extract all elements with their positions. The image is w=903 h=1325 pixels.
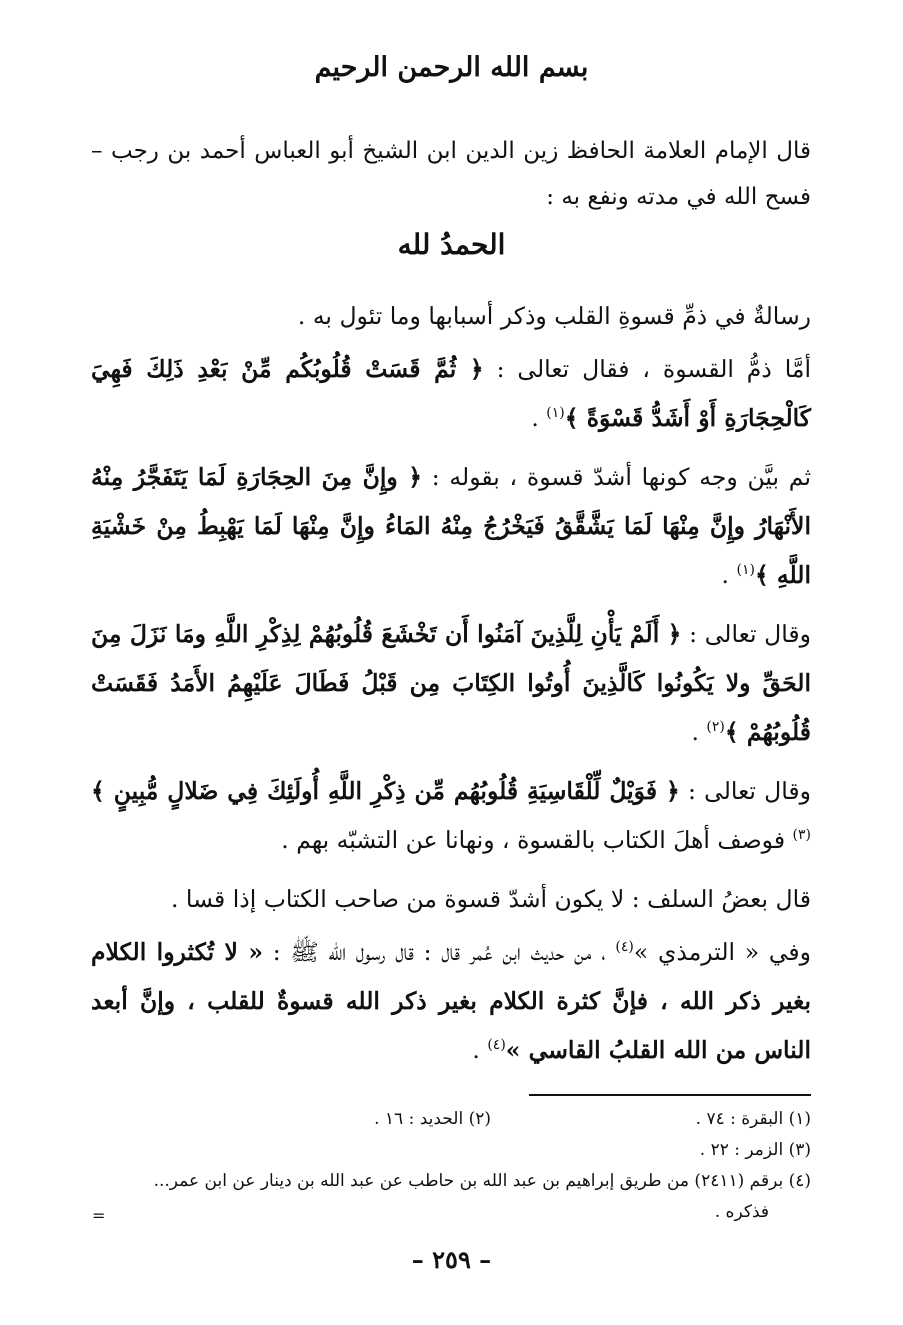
footnote-4: (٤) برقم (٢٤١١) من طريق إبراهيم بن عبد الله بن حاطب عن عبد الله بن دينار عن ابن عمر...: [153, 1171, 811, 1191]
paragraph-5: وقال تعالى : ﴿ فَوَيْلٌ لِّلْقَاسِيَةِ قُلُوبُهُم مِّن ذِكْرِ اللَّهِ أُولَئِكَ فِي ضَلالٍ مُّبِينٍ ﴾$^{(٣)}$ فوصف أهلَ الكتاب بالقسوة ، ونهانا عن التشبّه بهم .: [91, 777, 811, 854]
footnote-ref: (٤): [487, 1037, 506, 1054]
basmala-title: بسم الله الرحمن الرحيم: [314, 52, 589, 83]
quran-verse: ﴿ فَوَيْلٌ لِّلْقَاسِيَةِ قُلُوبُهُم مِّن ذِكْرِ اللَّهِ أُولَئِكَ فِي ضَلالٍ مُّبِينٍ ﴾: [91, 777, 680, 805]
footnote-2: (٢) الحديد : ١٦ .: [374, 1109, 491, 1129]
paragraph-6: قال بعضُ السلف : لا يكون أشدّ قسوة من صاحب الكتاب إذا قسا .: [170, 885, 811, 913]
footnote-divider: [529, 1094, 811, 1096]
paragraph-7: وفي « الترمذي »$^{(٤)}$ ، من حديث ابن عُمر قال : قال رسول الله ﷺ : « لا تُكثروا الكلام بغير ذكر الله ، فإنَّ كثرة الكلام بغير ذكر الله قسوةٌ للقلب ، وإنَّ أبعد الناس من الله القلبُ القاسي »$^{(٤)}$ .: [91, 938, 812, 1064]
footnote-3: (٣) الزمر : ٢٢ .: [699, 1140, 811, 1160]
footnotes: [86, 1104, 811, 1228]
body-text: [91, 292, 811, 1085]
continuation-mark: =: [92, 1206, 106, 1225]
footnote-ref: (٤): [615, 939, 634, 956]
footnote-ref: (١): [546, 405, 565, 422]
paragraph-2: أمَّا ذمُّ القسوة ، فقال تعالى : ﴿ ثُمَّ قَسَتْ قُلُوبُكُم مِّنْ بَعْدِ ذَلِكَ فَهِيَ كَالْحِجَارَةِ أَوْ أَشَدُّ قَسْوَةً ﴾$^{(١)}$ .: [91, 355, 812, 432]
footnote-1: (١) البقرة : ٧٤ .: [695, 1109, 811, 1129]
section-heading: الحمدُ لله: [397, 228, 506, 261]
footnote-ref: (٣): [792, 827, 811, 844]
quran-verse: ﴿ وإِنَّ مِنَ الحِجَارَةِ لَمَا يَتَفَجَّرُ مِنْهُ الأَنْهَارُ وإِنَّ مِنْهَا لَمَا يَشَّقَّقُ فَيَخْرُجُ مِنْهُ المَاءُ وإِنَّ مِنْهَا لَمَا يَهْبِطُ مِنْ خَشْيَةِ اللَّهِ ﴾: [91, 463, 811, 589]
intro-paragraph: قال الإمام العلامة الحافظ زين الدين ابن الشيخ أبو العباس أحمد بن رجب – فسح الله في مدته ونفع به :: [91, 138, 811, 210]
quran-verse: ﴿ أَلَمْ يَأْنِ لِلَّذِينَ آمَنُوا أَن تَخْشَعَ قُلُوبُهُمْ لِذِكْرِ اللَّهِ ومَا نَزَلَ مِنَ الحَقِّ ولا يَكُونُوا كَالَّذِينَ أُوتُوا الكِتَابَ مِن قَبْلُ فَطَالَ عَلَيْهِمُ الأَمَدُ فَقَسَتْ قُلُوبُهُمْ ﴾: [91, 620, 811, 746]
quran-verse: ﴿ ثُمَّ قَسَتْ قُلُوبُكُم مِّنْ بَعْدِ ذَلِكَ فَهِيَ كَالْحِجَارَةِ أَوْ أَشَدُّ قَسْوَةً ﴾: [91, 355, 811, 432]
paragraph-4: وقال تعالى : ﴿ أَلَمْ يَأْنِ لِلَّذِينَ آمَنُوا أَن تَخْشَعَ قُلُوبُهُمْ لِذِكْرِ اللَّهِ ومَا نَزَلَ مِنَ الحَقِّ ولا يَكُونُوا كَالَّذِينَ أُوتُوا الكِتَابَ مِن قَبْلُ فَطَالَ عَلَيْهِمُ الأَمَدُ فَقَسَتْ قُلُوبُهُمْ ﴾$^{(٢)}$ .: [91, 620, 811, 746]
hadith-quote: « لا تُكثروا الكلام بغير ذكر الله ، فإنَّ كثرة الكلام بغير ذكر الله قسوةٌ للقلب ، وإنَّ أبعد الناس من الله القلبُ القاسي »: [91, 938, 811, 1064]
paragraph-3: ثم بيَّن وجه كونها أشدّ قسوة ، بقوله : ﴿ وإِنَّ مِنَ الحِجَارَةِ لَمَا يَتَفَجَّرُ مِنْهُ الأَنْهَارُ وإِنَّ مِنْهَا لَمَا يَشَّقَّقُ فَيَخْرُجُ مِنْهُ المَاءُ وإِنَّ مِنْهَا لَمَا يَهْبِطُ مِنْ خَشْيَةِ اللَّهِ ﴾$^{(١)}$ .: [91, 463, 811, 589]
footnote-row: [86, 1104, 811, 1135]
paragraph-1: رسالةٌ في ذمِّ قسوةِ القلب وذكر أسبابها وما تئول به .: [297, 302, 811, 330]
footnote-4-continued: فذكره .: [714, 1202, 769, 1222]
footnote-ref: (٢): [706, 719, 725, 736]
footnote-ref: (١): [736, 562, 755, 579]
page-number: – ٢٥٩ –: [411, 1245, 492, 1274]
